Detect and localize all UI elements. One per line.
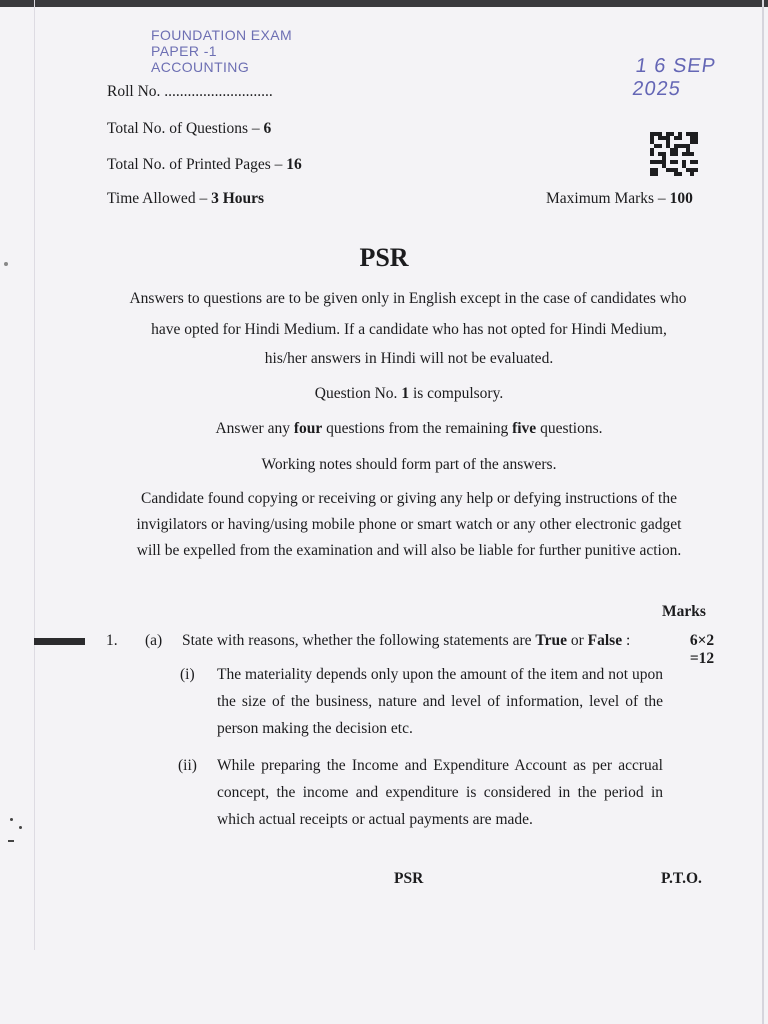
- footer-pto: P.T.O.: [661, 870, 702, 887]
- scan-speck: [19, 826, 22, 829]
- compulsory-note: [0, 385, 768, 403]
- qr-code-icon: [650, 132, 698, 176]
- answer-mid: questions from the remaining: [322, 420, 513, 437]
- stamp-line-2: PAPER -1: [151, 43, 217, 59]
- margin-bar: [34, 638, 85, 645]
- instruction-line-1: Answers to questions are to be given only in English except in the case of candidates who: [129, 290, 687, 307]
- warning-line-3: will be expelled from the examination and will also be liable for further punitive action.: [136, 542, 682, 559]
- item-text-i: The materiality depends only upon the amount of the item and not upon the size of the business, nature and level of information, level of the person making the decision etc.: [217, 666, 663, 737]
- marks-line-1: 6×2: [689, 632, 715, 649]
- question-part: (a): [145, 632, 163, 649]
- answer-bold-five: five: [512, 420, 537, 437]
- answer-post: questions.: [536, 420, 603, 437]
- marks-header: Marks: [662, 603, 706, 620]
- page-title: PSR: [359, 243, 409, 272]
- time-allowed-label: Time Allowed –: [107, 190, 212, 207]
- instruction-line-3: his/her answers in Hindi will not be evaluated.: [264, 350, 554, 367]
- working-notes: Working notes should form part of the answers.: [261, 456, 557, 473]
- stem-pre: State with reasons, whether the following statements are: [182, 632, 536, 649]
- scan-speck: [4, 262, 8, 266]
- item-label-i: (i): [180, 666, 195, 683]
- maximum-marks: [546, 190, 693, 208]
- scan-speck: [8, 840, 14, 842]
- maximum-marks-value: 100: [669, 190, 693, 207]
- stamp-line-1: FOUNDATION EXAM: [151, 27, 293, 43]
- total-questions-label: Total No. of Questions –: [107, 120, 264, 137]
- total-pages-label: Total No. of Printed Pages –: [107, 156, 287, 173]
- warning-line-2: invigilators or having/using mobile phone or smart watch or any other electronic gadget: [136, 516, 682, 533]
- total-pages-value: 16: [286, 156, 302, 173]
- marks-line-2: =12: [689, 650, 715, 667]
- instruction-line-2: have opted for Hindi Medium. If a candidate who has not opted for Hindi Medium,: [151, 321, 667, 338]
- answer-pre: Answer any: [215, 420, 294, 437]
- item-text-ii: While preparing the Income and Expenditure Account as per accrual concept, the income and expenditure is considered in the period in which actual receipts or actual payments are made.: [217, 757, 663, 828]
- scan-edge-right: [762, 0, 764, 1024]
- warning-line-1: Candidate found copying or receiving or giving any help or defying instructions of the: [141, 490, 677, 507]
- scan-edge-left: [34, 0, 35, 950]
- time-allowed: [107, 190, 264, 208]
- stem-true: True: [535, 632, 567, 649]
- footer-code: PSR: [394, 870, 424, 887]
- answer-instruction: [0, 420, 768, 438]
- stem-false: False: [587, 632, 623, 649]
- maximum-marks-label: Maximum Marks –: [546, 190, 670, 207]
- item-label-ii: (ii): [178, 757, 197, 774]
- scan-edge-top: [0, 0, 768, 7]
- stamp-line-3: ACCOUNTING: [151, 59, 250, 75]
- answer-bold-four: four: [293, 420, 323, 437]
- scan-speck: [10, 818, 13, 821]
- date-stamp: 1 6 SEP 2025: [630, 55, 718, 100]
- total-questions: [107, 120, 271, 138]
- total-pages: [107, 156, 302, 174]
- question-number: 1.: [106, 632, 118, 649]
- stem-colon: :: [622, 632, 631, 649]
- total-questions-value: 6: [263, 120, 272, 137]
- compulsory-post: is compulsory.: [409, 385, 504, 402]
- exam-stamp: [151, 27, 292, 75]
- question-marks: [682, 632, 722, 668]
- question-stem: [182, 632, 630, 650]
- time-allowed-value: 3 Hours: [211, 190, 265, 207]
- roll-no: Roll No. ............................: [107, 83, 273, 100]
- compulsory-pre: Question No.: [314, 385, 402, 402]
- compulsory-num: 1: [401, 385, 410, 402]
- stem-or: or: [566, 632, 588, 649]
